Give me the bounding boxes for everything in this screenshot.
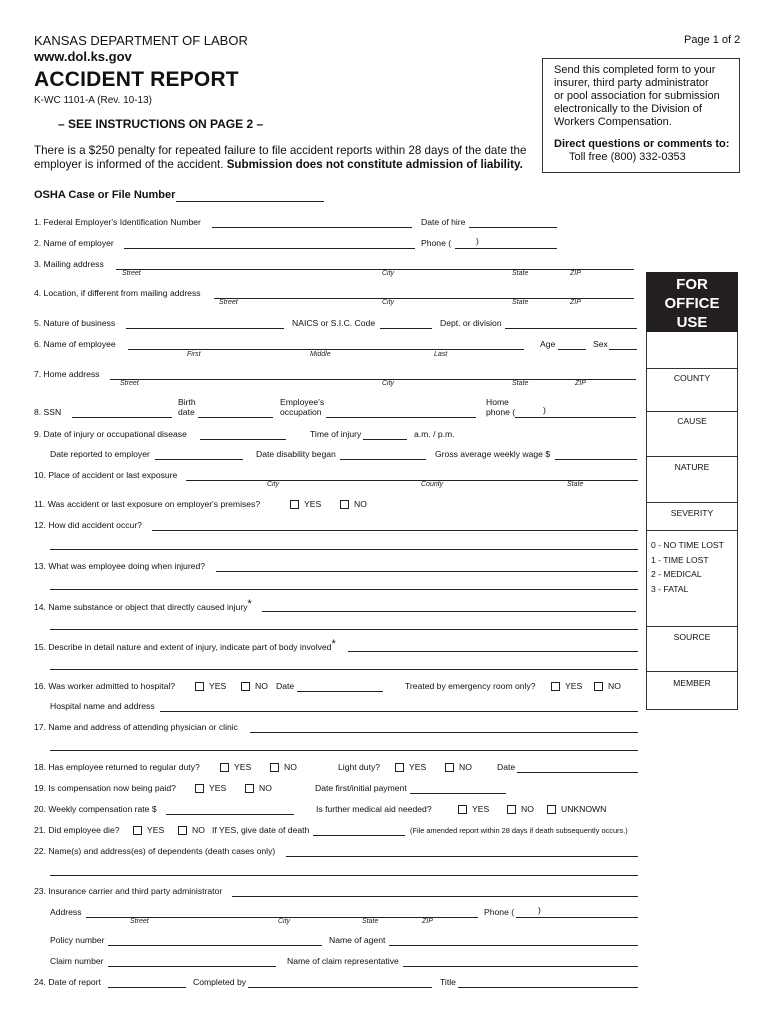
hire-date-field[interactable] xyxy=(469,227,557,228)
no-label: NO xyxy=(192,825,205,835)
disability-date-label: Date disability began xyxy=(256,449,336,459)
medical-aid-question: Is further medical aid needed? xyxy=(316,804,432,814)
hospital-yes-checkbox[interactable] xyxy=(195,682,204,691)
city-caption: City xyxy=(382,299,395,306)
date-reported-label: Date reported to employer xyxy=(50,449,150,459)
regular-duty-no-checkbox[interactable] xyxy=(270,763,279,772)
employer-phone-field[interactable] xyxy=(455,248,557,249)
claim-rep-label: Name of claim representative xyxy=(287,956,399,966)
physician-field[interactable] xyxy=(250,732,638,733)
nature-of-business-field[interactable] xyxy=(126,328,284,329)
employer-phone-label: Phone ( xyxy=(421,238,452,248)
claim-number-field[interactable] xyxy=(108,966,276,967)
home-address-field[interactable] xyxy=(110,379,636,380)
member-code-label: MEMBER xyxy=(673,678,711,688)
first-name-caption: First xyxy=(187,351,201,358)
county-code-label: COUNTY xyxy=(673,373,711,383)
office-divider xyxy=(646,368,738,369)
completed-by-field[interactable] xyxy=(248,987,432,988)
penalty-notice-line2 xyxy=(34,158,523,171)
how-occurred-field[interactable] xyxy=(152,530,638,531)
state-caption: State xyxy=(512,270,529,277)
state-caption: State xyxy=(512,380,529,387)
last-name-caption: Last xyxy=(434,351,448,358)
physician-label: 17. Name and address of attending physician or clinic xyxy=(34,722,238,732)
office-divider xyxy=(646,626,738,627)
carrier-address-label: Address xyxy=(50,907,82,917)
unknown-label: UNKNOWN xyxy=(561,804,607,814)
asterisk: * xyxy=(247,598,252,610)
zip-caption: ZIP xyxy=(575,380,586,387)
light-duty-yes-checkbox[interactable] xyxy=(395,763,404,772)
severity-option: 0 - NO TIME LOST xyxy=(651,540,724,550)
home-phone-paren: ) xyxy=(543,405,546,415)
agent-name-field[interactable] xyxy=(389,945,638,946)
mailing-address-field[interactable] xyxy=(116,269,634,270)
employee-died-question: 21. Did employee die? xyxy=(34,825,120,835)
sex-label: Sex xyxy=(593,339,608,349)
substance-label xyxy=(34,598,252,613)
doing-when-injured-field-line2[interactable] xyxy=(50,589,638,590)
contact-phone: Toll free (800) 332-0353 xyxy=(569,151,686,163)
form-number: K-WC 1101-A (Rev. 10-13) xyxy=(34,95,153,106)
nature-code-label: NATURE xyxy=(674,462,710,472)
penalty-text: employer is informed of the accident. xyxy=(34,158,227,171)
zip-caption: ZIP xyxy=(422,918,433,925)
medical-aid-yes-checkbox[interactable] xyxy=(458,805,467,814)
zip-caption: ZIP xyxy=(570,299,581,306)
substance-field-line2[interactable] xyxy=(50,629,638,630)
title-label: Title xyxy=(440,977,456,987)
office-divider xyxy=(646,456,738,457)
no-label: NO xyxy=(255,681,268,691)
return-date-label: Date xyxy=(497,762,516,772)
street-caption: Street xyxy=(120,380,139,387)
office-divider xyxy=(646,411,738,412)
died-no-checkbox[interactable] xyxy=(178,826,187,835)
form-title: ACCIDENT REPORT xyxy=(34,68,239,91)
er-no-checkbox[interactable] xyxy=(594,682,603,691)
yes-label: YES xyxy=(472,804,490,814)
birth-date-label: Birth xyxy=(178,397,196,407)
city-caption: City xyxy=(278,918,291,925)
claim-number-label: Claim number xyxy=(50,956,104,966)
yes-label: YES xyxy=(209,783,227,793)
carrier-phone-paren: ) xyxy=(538,905,541,915)
agent-name-label: Name of agent xyxy=(329,935,386,945)
city-caption: City xyxy=(267,481,280,488)
fein-label: 1. Federal Employer's Identification Number xyxy=(34,217,201,227)
location-label: 4. Location, if different from mailing address xyxy=(34,288,201,298)
accident-place-label: 10. Place of accident or last exposure xyxy=(34,470,178,480)
no-label: NO xyxy=(521,804,534,814)
osha-label: OSHA Case or File Number xyxy=(34,189,176,201)
dependents-field[interactable] xyxy=(286,856,638,857)
cause-code-label: CAUSE xyxy=(677,416,707,426)
home-address-label: 7. Home address xyxy=(34,369,100,379)
report-date-label: 24. Date of report xyxy=(34,977,101,987)
injury-time-label: Time of injury xyxy=(310,429,362,439)
osha-field[interactable] xyxy=(176,201,324,202)
insurance-carrier-field[interactable] xyxy=(232,896,638,897)
yes-label: YES xyxy=(565,681,583,691)
contact-heading: Direct questions or comments to: xyxy=(554,138,730,150)
yes-label: YES xyxy=(304,499,322,509)
hospital-name-label: Hospital name and address xyxy=(50,701,155,711)
doing-when-injured-label: 13. What was employee doing when injured? xyxy=(34,561,206,571)
submission-line: Send this completed form to your xyxy=(554,64,716,76)
street-caption: Street xyxy=(122,270,141,277)
compensation-no-checkbox[interactable] xyxy=(245,784,254,793)
claim-rep-field[interactable] xyxy=(403,966,638,967)
street-caption: Street xyxy=(219,299,238,306)
weekly-rate-field[interactable] xyxy=(166,814,294,815)
premises-question: 11. Was accident or last exposure on employer's premises? xyxy=(34,499,261,509)
city-caption: City xyxy=(382,380,395,387)
report-date-field[interactable] xyxy=(108,987,186,988)
regular-duty-question: 18. Has employee returned to regular duty? xyxy=(34,762,200,772)
am-pm-label: a.m. / p.m. xyxy=(414,429,455,439)
weekly-wage-label: Gross average weekly wage $ xyxy=(435,449,551,459)
severity-option: 2 - MEDICAL xyxy=(651,569,702,579)
premises-yes-checkbox[interactable] xyxy=(290,500,299,509)
liability-disclaimer: Submission does not constitute admission of liability. xyxy=(226,158,523,171)
death-date-label: If YES, give date of death xyxy=(212,825,310,835)
severity-options xyxy=(651,538,724,596)
city-caption: City xyxy=(382,270,395,277)
how-occurred-label: 12. How did accident occur? xyxy=(34,520,142,530)
home-phone-label: phone ( xyxy=(486,407,516,417)
state-caption: State xyxy=(512,299,529,306)
compensation-paid-question: 19. Is compensation now being paid? xyxy=(34,783,176,793)
naics-field[interactable] xyxy=(380,328,432,329)
physician-field-line2[interactable] xyxy=(50,750,638,751)
office-use-word: USE xyxy=(676,314,708,331)
submission-instructions xyxy=(554,64,720,129)
fein-field[interactable] xyxy=(212,227,412,228)
carrier-phone-label: Phone ( xyxy=(484,907,515,917)
agency-website: www.dol.ks.gov xyxy=(34,49,132,64)
hospital-date-field[interactable] xyxy=(297,691,383,692)
naics-label: NAICS or S.I.C. Code xyxy=(292,318,376,328)
title-field[interactable] xyxy=(458,987,638,988)
injury-time-field[interactable] xyxy=(363,439,407,440)
yes-label: YES xyxy=(234,762,252,772)
medical-aid-no-checkbox[interactable] xyxy=(507,805,516,814)
insurance-carrier-label: 23. Insurance carrier and third party administrator xyxy=(34,886,223,896)
birth-date-field[interactable] xyxy=(198,417,273,418)
how-occurred-field-line2[interactable] xyxy=(50,549,638,550)
injury-date-label: 9. Date of injury or occupational disease xyxy=(34,429,187,439)
source-code-label: SOURCE xyxy=(673,632,711,642)
yes-label: YES xyxy=(147,825,165,835)
light-duty-no-checkbox[interactable] xyxy=(445,763,454,772)
home-phone-field[interactable] xyxy=(515,417,636,418)
asterisk: * xyxy=(331,638,336,650)
substance-label-text: 14. Name substance or object that directly caused injury xyxy=(34,602,248,612)
employee-name-field[interactable] xyxy=(128,349,524,350)
hospital-date-label: Date xyxy=(276,681,295,691)
office-use-header xyxy=(646,272,738,332)
office-use-panel xyxy=(646,272,738,710)
home-phone-label: Home xyxy=(486,397,509,407)
street-caption: Street xyxy=(130,918,149,925)
office-divider xyxy=(646,530,738,531)
hospital-no-checkbox[interactable] xyxy=(241,682,250,691)
sex-field[interactable] xyxy=(609,349,637,350)
employer-name-field[interactable] xyxy=(124,248,415,249)
employee-name-label: 6. Name of employee xyxy=(34,339,116,349)
birth-date-label: date xyxy=(178,407,195,417)
middle-name-caption: Middle xyxy=(310,351,331,358)
submission-line: insurer, third party administrator xyxy=(554,77,709,89)
page-number: Page 1 of 2 xyxy=(684,34,741,46)
age-label: Age xyxy=(540,339,556,349)
return-date-field[interactable] xyxy=(517,772,638,773)
injury-description-field-line2[interactable] xyxy=(50,669,638,670)
regular-duty-yes-checkbox[interactable] xyxy=(220,763,229,772)
severity-option: 3 - FATAL xyxy=(651,583,689,594)
carrier-phone-field[interactable] xyxy=(516,917,638,918)
injury-description-text: 15. Describe in detail nature and extent of injury, indicate part of body involved xyxy=(34,642,332,652)
county-caption: County xyxy=(421,481,444,488)
state-caption: State xyxy=(567,481,584,488)
mailing-address-label: 3. Mailing address xyxy=(34,259,104,269)
severity-option: 1 - TIME LOST xyxy=(651,554,709,565)
doing-when-injured-field[interactable] xyxy=(216,571,638,572)
instructions-note: – SEE INSTRUCTIONS ON PAGE 2 – xyxy=(58,117,264,131)
no-label: NO xyxy=(259,783,272,793)
agency-name: KANSAS DEPARTMENT OF LABOR xyxy=(34,33,248,48)
emergency-room-question: Treated by emergency room only? xyxy=(405,681,536,691)
submission-line: Workers Compensation. xyxy=(554,116,672,128)
nature-of-business-label: 5. Nature of business xyxy=(34,318,116,328)
submission-line: electronically to the Division of xyxy=(554,103,702,115)
policy-number-label: Policy number xyxy=(50,935,105,945)
occupation-field[interactable] xyxy=(326,417,476,418)
weekly-rate-label: 20. Weekly compensation rate $ xyxy=(34,804,157,814)
amended-report-note: (File amended report within 28 days if death subsequently occurs.) xyxy=(410,826,628,835)
hire-date-label: Date of hire xyxy=(421,217,466,227)
yes-label: YES xyxy=(209,681,227,691)
department-field[interactable] xyxy=(505,328,637,329)
completed-by-label: Completed by xyxy=(193,977,247,987)
state-caption: State xyxy=(362,918,379,925)
severity-code-label: SEVERITY xyxy=(670,508,714,518)
age-field[interactable] xyxy=(558,349,586,350)
department-label: Dept. or division xyxy=(440,318,502,328)
yes-label: YES xyxy=(409,762,427,772)
first-payment-label: Date first/initial payment xyxy=(315,783,407,793)
first-payment-field[interactable] xyxy=(410,793,506,794)
weekly-wage-field[interactable] xyxy=(555,459,637,460)
zip-caption: ZIP xyxy=(570,270,581,277)
no-label: NO xyxy=(608,681,621,691)
employer-name-label: 2. Name of employer xyxy=(34,238,114,248)
office-divider xyxy=(646,502,738,503)
er-yes-checkbox[interactable] xyxy=(551,682,560,691)
no-label: NO xyxy=(459,762,472,772)
occupation-label: occupation xyxy=(280,407,322,417)
no-label: NO xyxy=(354,499,367,509)
hospital-question: 16. Was worker admitted to hospital? xyxy=(34,681,176,691)
dependents-field-line2[interactable] xyxy=(50,875,638,876)
injury-date-field[interactable] xyxy=(200,439,286,440)
disability-date-field[interactable] xyxy=(340,459,426,460)
hospital-name-field[interactable] xyxy=(160,711,638,712)
ssn-field[interactable] xyxy=(72,417,172,418)
no-label: NO xyxy=(284,762,297,772)
date-reported-field[interactable] xyxy=(155,459,243,460)
employer-phone-paren: ) xyxy=(476,236,479,246)
injury-description-label xyxy=(34,638,336,653)
compensation-yes-checkbox[interactable] xyxy=(195,784,204,793)
office-use-word: FOR xyxy=(676,276,708,293)
died-yes-checkbox[interactable] xyxy=(133,826,142,835)
medical-aid-unknown-checkbox[interactable] xyxy=(547,805,556,814)
death-date-field[interactable] xyxy=(313,835,405,836)
premises-no-checkbox[interactable] xyxy=(340,500,349,509)
light-duty-label: Light duty? xyxy=(338,762,381,772)
office-divider xyxy=(646,671,738,672)
occupation-label: Employee's xyxy=(280,397,325,407)
substance-field[interactable] xyxy=(262,611,636,612)
dependents-label: 22. Name(s) and address(es) of dependents (death cases only) xyxy=(34,846,276,856)
ssn-label: 8. SSN xyxy=(34,407,62,417)
policy-number-field[interactable] xyxy=(108,945,322,946)
penalty-notice-line1: There is a $250 penalty for repeated failure to file accident reports within 28 days of the date the xyxy=(34,144,527,157)
office-use-word: OFFICE xyxy=(664,295,720,312)
submission-line: or pool association for submission xyxy=(554,90,720,102)
injury-description-field[interactable] xyxy=(348,651,638,652)
